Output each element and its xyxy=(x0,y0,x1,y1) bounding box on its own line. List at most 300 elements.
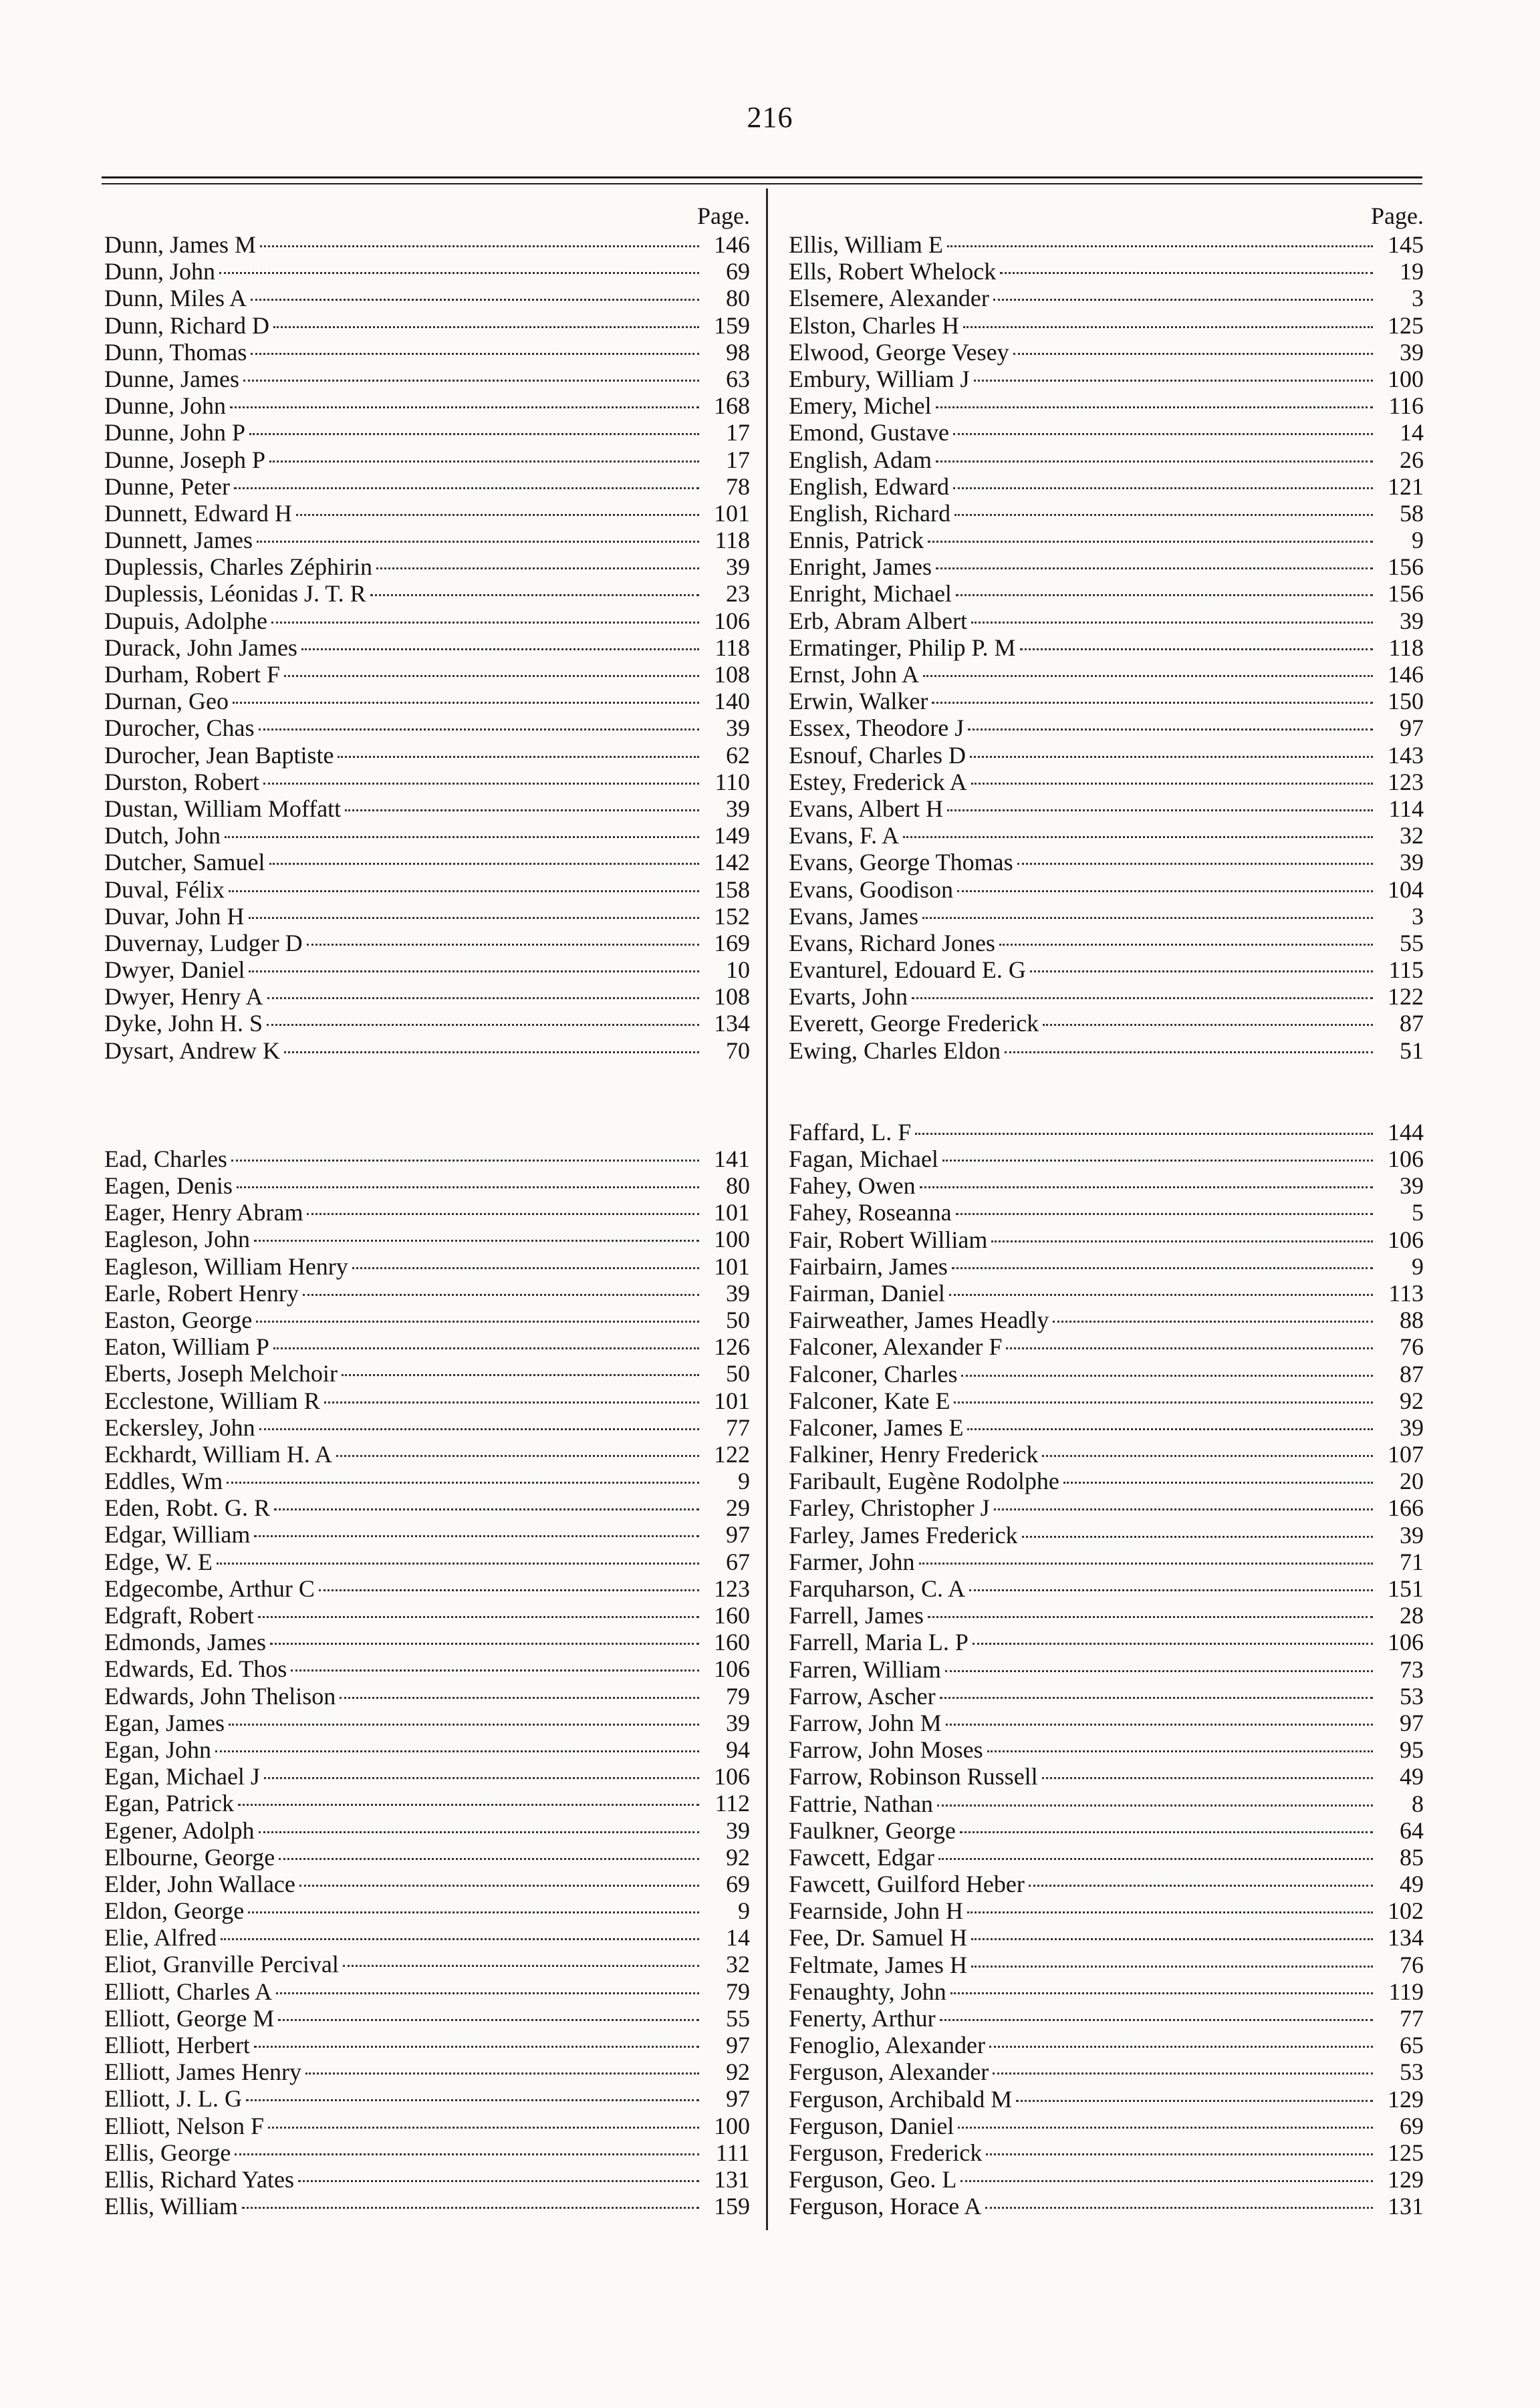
dot-leader xyxy=(949,1294,1373,1296)
dot-leader xyxy=(338,756,699,758)
page-number: 216 xyxy=(747,101,793,134)
index-entry xyxy=(104,1494,750,1521)
entry-name: Erwin, Walker xyxy=(789,688,928,715)
entry-page: 149 xyxy=(714,822,750,849)
index-entry xyxy=(789,1146,1424,1172)
dot-leader xyxy=(340,1697,699,1699)
index-entry xyxy=(104,688,750,714)
entry-page: 111 xyxy=(715,2139,750,2166)
index-entry xyxy=(104,1763,750,1790)
entry-page: 140 xyxy=(714,688,750,715)
entry-name: Fearnside, John H xyxy=(789,1897,963,1925)
dot-leader xyxy=(254,1535,699,1537)
index-entry xyxy=(104,1549,750,1575)
entry-name: Elie, Alfred xyxy=(104,1924,217,1952)
index-entry xyxy=(104,1655,750,1682)
dot-leader xyxy=(1042,1777,1373,1779)
index-entry xyxy=(789,2139,1424,2166)
dot-leader xyxy=(249,917,699,919)
index-entry xyxy=(789,1844,1424,1871)
entry-name: Evans, F. A xyxy=(789,822,900,849)
entry-name: Dunne, Joseph P xyxy=(104,446,265,473)
dot-leader xyxy=(947,809,1373,811)
dot-leader xyxy=(973,1643,1373,1645)
entry-page: 160 xyxy=(714,1629,750,1656)
entry-name: Evans, Goodison xyxy=(789,876,953,903)
index-entry xyxy=(104,2085,750,2112)
dot-leader xyxy=(243,380,699,382)
index-entry xyxy=(104,1280,750,1307)
index-entry xyxy=(789,2032,1424,2058)
entry-page: 150 xyxy=(1388,688,1424,715)
index-entry xyxy=(789,1763,1424,1790)
entry-name: Evans, James xyxy=(789,902,918,930)
entry-page: 39 xyxy=(726,553,750,581)
dot-leader xyxy=(259,1428,699,1430)
dot-leader xyxy=(932,702,1373,704)
entry-page: 106 xyxy=(1388,1226,1424,1253)
index-entry xyxy=(789,1280,1424,1307)
entry-page: 106 xyxy=(714,607,750,634)
index-entry xyxy=(789,608,1424,634)
entry-page: 8 xyxy=(1412,1790,1424,1817)
entry-page: 3 xyxy=(1412,902,1424,930)
dot-leader xyxy=(946,1724,1373,1726)
index-block-f xyxy=(789,1119,1424,2220)
entry-page: 50 xyxy=(726,1360,750,1387)
index-entry xyxy=(789,419,1424,446)
entry-page: 97 xyxy=(726,2085,750,2113)
entry-name: Dunnett, Edward H xyxy=(104,499,292,527)
entry-name: Fahey, Owen xyxy=(789,1172,916,1200)
entry-page: 144 xyxy=(1388,1118,1424,1146)
entry-page: 70 xyxy=(726,1037,750,1064)
entry-page: 55 xyxy=(1400,929,1424,956)
index-entry xyxy=(104,634,750,661)
index-entry xyxy=(789,1253,1424,1280)
dot-leader xyxy=(971,622,1373,624)
entry-name: Durston, Robert xyxy=(104,768,259,795)
entry-name: English, Richard xyxy=(789,499,950,527)
index-entry xyxy=(104,500,750,527)
index-entry xyxy=(104,930,750,956)
dot-leader xyxy=(974,380,1373,382)
dot-leader xyxy=(273,326,699,328)
dot-leader xyxy=(919,1563,1373,1565)
index-entry xyxy=(789,930,1424,956)
entry-name: Egan, James xyxy=(104,1709,225,1736)
entry-page: 168 xyxy=(714,392,750,420)
entry-page: 87 xyxy=(1400,1360,1424,1387)
dot-leader xyxy=(994,1508,1373,1510)
entry-page: 92 xyxy=(1400,1387,1424,1414)
dot-leader xyxy=(307,1213,699,1215)
entry-page: 118 xyxy=(1388,634,1424,661)
entry-page: 39 xyxy=(1400,1414,1424,1441)
entry-name: Ewing, Charles Eldon xyxy=(789,1037,1001,1064)
index-entry xyxy=(104,392,750,419)
dot-leader xyxy=(903,836,1373,838)
entry-name: Elsemere, Alexander xyxy=(789,285,989,312)
dot-leader xyxy=(248,1911,699,1913)
index-entry xyxy=(104,849,750,876)
dot-leader xyxy=(1006,1347,1373,1349)
entry-page: 122 xyxy=(714,1440,750,1468)
entry-name: Duval, Félix xyxy=(104,876,225,903)
dot-leader xyxy=(920,1186,1373,1188)
entry-page: 110 xyxy=(715,768,750,795)
index-entry xyxy=(104,1226,750,1252)
dot-leader xyxy=(217,1563,699,1565)
entry-page: 166 xyxy=(1388,1494,1424,1522)
index-entry xyxy=(789,339,1424,366)
entry-name: Durham, Robert F xyxy=(104,661,280,688)
dot-leader xyxy=(227,1482,699,1484)
entry-name: Fee, Dr. Samuel H xyxy=(789,1924,967,1952)
index-entry xyxy=(789,876,1424,903)
dot-leader xyxy=(953,487,1373,489)
entry-page: 55 xyxy=(726,2004,750,2032)
entry-name: Ecclestone, William R xyxy=(104,1387,320,1414)
entry-name: Elbourne, George xyxy=(104,1843,275,1871)
entry-page: 122 xyxy=(1388,983,1424,1011)
entry-name: Duplessis, Léonidas J. T. R xyxy=(104,580,366,608)
index-entry xyxy=(789,956,1424,983)
dot-leader xyxy=(238,1804,699,1806)
index-entry xyxy=(104,1521,750,1548)
dot-leader xyxy=(956,594,1373,596)
index-entry xyxy=(104,366,750,392)
entry-name: Ferguson, Horace A xyxy=(789,2193,982,2220)
dot-leader xyxy=(989,2046,1373,2048)
index-entry xyxy=(789,231,1424,258)
entry-page: 106 xyxy=(1388,1146,1424,1172)
index-entry xyxy=(789,1010,1424,1037)
index-entry xyxy=(789,527,1424,553)
index-entry xyxy=(104,527,750,553)
entry-page: 69 xyxy=(726,258,750,285)
dot-leader xyxy=(259,1831,699,1833)
entry-name: Elder, John Wallace xyxy=(104,1870,295,1897)
entry-page: 23 xyxy=(726,580,750,608)
dot-leader xyxy=(319,1589,699,1591)
dot-leader xyxy=(954,514,1373,516)
dot-leader xyxy=(271,622,699,624)
entry-page: 160 xyxy=(714,1602,750,1629)
entry-name: Evanturel, Edouard E. G xyxy=(789,956,1026,984)
entry-page: 78 xyxy=(726,473,750,500)
dot-leader xyxy=(993,2072,1373,2075)
index-entry xyxy=(789,580,1424,607)
dot-leader xyxy=(254,2046,699,2048)
index-entry xyxy=(789,1441,1424,1468)
dot-leader xyxy=(270,1643,699,1645)
dot-leader xyxy=(1029,1885,1373,1887)
index-entry xyxy=(789,1119,1424,1146)
entry-page: 108 xyxy=(714,661,750,688)
index-entry xyxy=(104,1468,750,1494)
dot-leader xyxy=(269,460,699,462)
entry-name: Fagan, Michael xyxy=(789,1146,938,1172)
entry-name: Egan, John xyxy=(104,1736,211,1763)
dot-leader xyxy=(957,890,1373,892)
index-entry xyxy=(104,258,750,285)
entry-name: Eden, Robt. G. R xyxy=(104,1494,270,1522)
entry-page: 77 xyxy=(1400,2005,1424,2032)
entry-name: Eagleson, John xyxy=(104,1226,250,1253)
entry-name: Ells, Robert Whelock xyxy=(789,258,997,285)
dot-leader xyxy=(242,2207,699,2209)
entry-page: 39 xyxy=(1400,1521,1424,1549)
entry-name: Dunnett, James xyxy=(104,527,253,554)
index-entry xyxy=(789,473,1424,500)
entry-name: Ennis, Patrick xyxy=(789,527,924,554)
entry-name: Fahey, Roseanna xyxy=(789,1199,952,1226)
entry-page: 95 xyxy=(1400,1736,1424,1764)
entry-page: 79 xyxy=(726,1978,750,2005)
index-entry xyxy=(789,1817,1424,1844)
dot-leader xyxy=(260,245,699,247)
entry-page: 159 xyxy=(714,311,750,339)
index-entry xyxy=(104,1575,750,1602)
entry-page: 97 xyxy=(1400,1709,1424,1736)
entry-page: 77 xyxy=(726,1414,750,1441)
entry-page: 158 xyxy=(714,876,750,903)
index-entry xyxy=(104,795,750,822)
dot-leader xyxy=(267,1024,699,1026)
entry-name: Fenaughty, John xyxy=(789,1978,946,2005)
entry-name: Dunn, Richard D xyxy=(104,311,269,339)
entry-name: Elliott, Herbert xyxy=(104,2032,250,2058)
dot-leader xyxy=(229,890,699,892)
dot-leader xyxy=(276,1992,699,1994)
index-entry xyxy=(789,446,1424,473)
index-entry xyxy=(104,1414,750,1441)
entry-page: 129 xyxy=(1388,2085,1424,2113)
index-entry xyxy=(789,1387,1424,1414)
entry-page: 9 xyxy=(738,1468,750,1495)
index-entry xyxy=(104,1253,750,1280)
dot-leader xyxy=(291,1669,699,1671)
dot-leader xyxy=(342,1374,699,1376)
index-entry xyxy=(104,1736,750,1763)
dot-leader xyxy=(947,245,1373,247)
entry-page: 145 xyxy=(1388,231,1424,258)
dot-leader xyxy=(1020,648,1373,650)
dot-leader xyxy=(269,863,700,865)
index-entry xyxy=(104,1790,750,1817)
index-entry xyxy=(104,956,750,983)
index-entry xyxy=(104,661,750,688)
entry-name: Farrow, John M xyxy=(789,1709,942,1736)
entry-name: Evans, Richard Jones xyxy=(789,929,995,956)
entry-page: 49 xyxy=(1400,1763,1424,1790)
entry-name: Feltmate, James H xyxy=(789,1951,967,1978)
entry-name: Elwood, George Vesey xyxy=(789,338,1009,366)
index-entry xyxy=(104,983,750,1010)
index-entry xyxy=(789,1172,1424,1199)
entry-page: 87 xyxy=(1400,1010,1424,1037)
dot-leader xyxy=(230,406,699,408)
entry-name: Dunne, Peter xyxy=(104,473,230,500)
entry-name: Esnouf, Charles D xyxy=(789,741,966,769)
index-entry xyxy=(104,1897,750,1924)
dot-leader xyxy=(258,1616,699,1618)
entry-page: 39 xyxy=(726,1709,750,1736)
entry-page: 131 xyxy=(714,2165,750,2193)
dot-leader xyxy=(259,728,700,730)
entry-name: Eldon, George xyxy=(104,1897,245,1925)
entry-name: Egan, Patrick xyxy=(104,1790,234,1817)
dot-leader xyxy=(251,299,699,301)
index-entry xyxy=(789,366,1424,392)
index-entry xyxy=(104,419,750,446)
entry-name: English, Adam xyxy=(789,446,932,473)
entry-name: Farquharson, C. A xyxy=(789,1575,965,1602)
dot-leader xyxy=(954,1401,1373,1403)
dot-leader xyxy=(915,1133,1373,1135)
entry-page: 121 xyxy=(1388,473,1424,500)
dot-leader xyxy=(345,809,699,811)
entry-name: Eckhardt, William H. A xyxy=(104,1440,332,1468)
entry-name: Estey, Frederick A xyxy=(789,768,967,795)
entry-name: Dunn, Thomas xyxy=(104,338,247,366)
entry-page: 116 xyxy=(1388,392,1424,420)
index-entry xyxy=(789,795,1424,822)
index-block-e xyxy=(104,1146,750,2220)
entry-page: 113 xyxy=(1388,1279,1424,1307)
entry-page: 39 xyxy=(726,1817,750,1844)
entry-name: Eddles, Wm xyxy=(104,1468,223,1495)
dot-leader xyxy=(940,1697,1373,1699)
dot-leader xyxy=(950,1992,1373,1994)
entry-name: Farrow, Ascher xyxy=(789,1682,936,1710)
entry-name: Ferguson, Geo. L xyxy=(789,2166,957,2193)
entry-page: 73 xyxy=(1400,1655,1424,1683)
entry-page: 79 xyxy=(726,1682,750,1710)
index-entry xyxy=(789,553,1424,580)
entry-name: Falconer, Kate E xyxy=(789,1387,950,1414)
entry-page: 85 xyxy=(1400,1843,1424,1871)
entry-name: Elliott, Nelson F xyxy=(104,2112,265,2139)
dot-leader xyxy=(968,728,1373,730)
index-entry xyxy=(104,2113,750,2139)
section-gap xyxy=(789,1064,1424,1119)
entry-name: Fawcett, Guilford Heber xyxy=(789,1871,1025,1898)
entry-name: Enright, James xyxy=(789,553,932,581)
entry-page: 119 xyxy=(1388,1978,1424,2005)
entry-name: Edwards, Ed. Thos xyxy=(104,1655,287,1683)
entry-page: 49 xyxy=(1400,1871,1424,1898)
index-entry xyxy=(789,769,1424,795)
entry-page: 17 xyxy=(726,419,750,446)
dot-leader xyxy=(237,1186,699,1188)
index-entry xyxy=(789,1333,1424,1360)
entry-page: 58 xyxy=(1400,499,1424,527)
index-entry xyxy=(789,1897,1424,1924)
entry-name: Falconer, Charles xyxy=(789,1360,958,1387)
dot-leader xyxy=(263,783,699,785)
index-entry xyxy=(104,1924,750,1951)
dot-leader xyxy=(936,567,1373,569)
index-entry xyxy=(789,1656,1424,1683)
entry-name: Farley, James Frederick xyxy=(789,1521,1018,1549)
dot-leader xyxy=(967,1428,1373,1430)
index-entry xyxy=(789,903,1424,930)
entry-page: 10 xyxy=(726,956,750,984)
entry-name: Dupuis, Adolphe xyxy=(104,607,268,634)
index-entry xyxy=(789,1790,1424,1817)
entry-page: 156 xyxy=(1388,553,1424,581)
index-entry xyxy=(789,1037,1424,1064)
dot-leader xyxy=(278,2019,699,2021)
entry-page: 94 xyxy=(726,1736,750,1763)
entry-name: Edgecombe, Arthur C xyxy=(104,1575,315,1602)
index-entry xyxy=(104,1146,750,1172)
entry-name: Dysart, Andrew K xyxy=(104,1037,280,1064)
entry-page: 53 xyxy=(1400,2058,1424,2086)
entry-name: Dutch, John xyxy=(104,822,221,849)
index-entry xyxy=(789,1361,1424,1387)
entry-page: 67 xyxy=(726,1548,750,1575)
entry-name: Farrell, James xyxy=(789,1602,924,1629)
entry-page: 17 xyxy=(726,446,750,473)
index-entry xyxy=(104,769,750,795)
entry-page: 114 xyxy=(1388,795,1424,822)
index-block-e xyxy=(789,231,1424,1064)
dot-leader xyxy=(1043,1024,1373,1026)
entry-page: 39 xyxy=(1400,849,1424,876)
index-entry xyxy=(104,1844,750,1871)
entry-name: Durack, John James xyxy=(104,634,297,661)
entry-page: 115 xyxy=(1388,956,1424,984)
dot-leader xyxy=(352,1267,699,1269)
entry-page: 112 xyxy=(715,1790,750,1817)
entry-page: 80 xyxy=(726,285,750,312)
entry-name: Duvar, John H xyxy=(104,902,245,930)
dot-leader xyxy=(305,2072,699,2075)
entry-name: Dwyer, Henry A xyxy=(104,983,263,1011)
dot-leader xyxy=(985,2207,1373,2209)
entry-page: 39 xyxy=(726,714,750,742)
dot-leader xyxy=(961,1375,1373,1377)
index-entry xyxy=(789,714,1424,741)
entry-name: Falconer, Alexander F xyxy=(789,1333,1003,1361)
entry-page: 156 xyxy=(1388,580,1424,608)
entry-page: 19 xyxy=(1400,258,1424,285)
entry-name: Dunne, James xyxy=(104,365,239,392)
dot-leader xyxy=(249,433,699,435)
dot-leader xyxy=(376,567,699,569)
entry-name: Farrow, Robinson Russell xyxy=(789,1763,1038,1790)
entry-name: Farrell, Maria L. P xyxy=(789,1629,969,1656)
index-entry xyxy=(104,1683,750,1710)
dot-leader xyxy=(971,1938,1373,1940)
index-entry xyxy=(104,1629,750,1655)
entry-page: 39 xyxy=(726,1279,750,1307)
entry-name: Ead, Charles xyxy=(104,1145,227,1172)
dot-leader xyxy=(307,944,699,946)
index-entry xyxy=(104,2032,750,2058)
entry-name: Elston, Charles H xyxy=(789,311,959,339)
index-entry xyxy=(789,1683,1424,1710)
entry-page: 134 xyxy=(1388,1924,1424,1952)
index-entry xyxy=(789,1199,1424,1226)
dot-leader xyxy=(940,2019,1373,2021)
entry-name: Edwards, John Thelison xyxy=(104,1682,336,1710)
index-entry xyxy=(104,1360,750,1387)
entry-page: 9 xyxy=(1412,1252,1424,1280)
